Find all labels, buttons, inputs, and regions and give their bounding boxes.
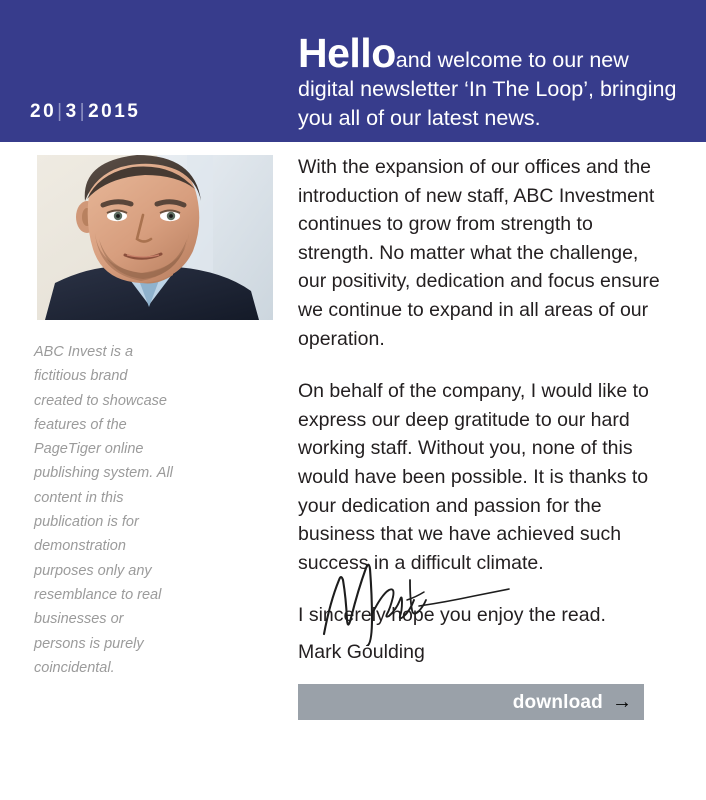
letter-paragraph-1: With the expansion of our offices and the introduction of new staff, ABC Investment continues to grow from strength to strength. No matter what the challenge, our positivity, dedication and focus ensure we continue to expand in all areas of our operation. bbox=[298, 156, 660, 350]
issue-date-year: 2015 bbox=[88, 101, 141, 122]
arrow-right-icon: → bbox=[612, 690, 632, 713]
header-headline bbox=[298, 30, 678, 133]
disclaimer-text: ABC Invest is a fictitious brand created to showcase features of the PageTiger online publishing system. All content in this publication is for demonstration purposes only any resemblance to real businesses or persons is purely coincidental. bbox=[34, 344, 173, 676]
headline-intro: and welcome to our new digital newsletter ‘In The Loop’, bringing you all of our latest news. bbox=[298, 48, 677, 130]
issue-date-month: 3 bbox=[65, 101, 79, 122]
handwritten-signature-icon bbox=[306, 556, 516, 646]
headline-greeting: Hello bbox=[298, 30, 396, 76]
portrait-photo bbox=[37, 155, 273, 320]
download-button-label: download bbox=[512, 691, 603, 713]
header-band bbox=[0, 0, 706, 142]
download-button[interactable] bbox=[298, 684, 644, 720]
signature-name: Mark Goulding bbox=[298, 641, 425, 663]
issue-date-separator-2: | bbox=[79, 101, 88, 122]
letter-paragraph-3: I sincerely hope you enjoy the read. bbox=[298, 604, 606, 627]
issue-date bbox=[30, 101, 140, 123]
issue-date-day: 20 bbox=[30, 101, 57, 122]
letter-paragraph-2: On behalf of the company, I would like to express our deep gratitude to our hard working staff. Without you, none of this would have been possible. It is thanks to your dedication and passion for the business that we have achieved such success in a difficult climate. bbox=[298, 380, 649, 574]
signature-block bbox=[298, 556, 668, 666]
issue-date-separator-1: | bbox=[57, 101, 65, 122]
